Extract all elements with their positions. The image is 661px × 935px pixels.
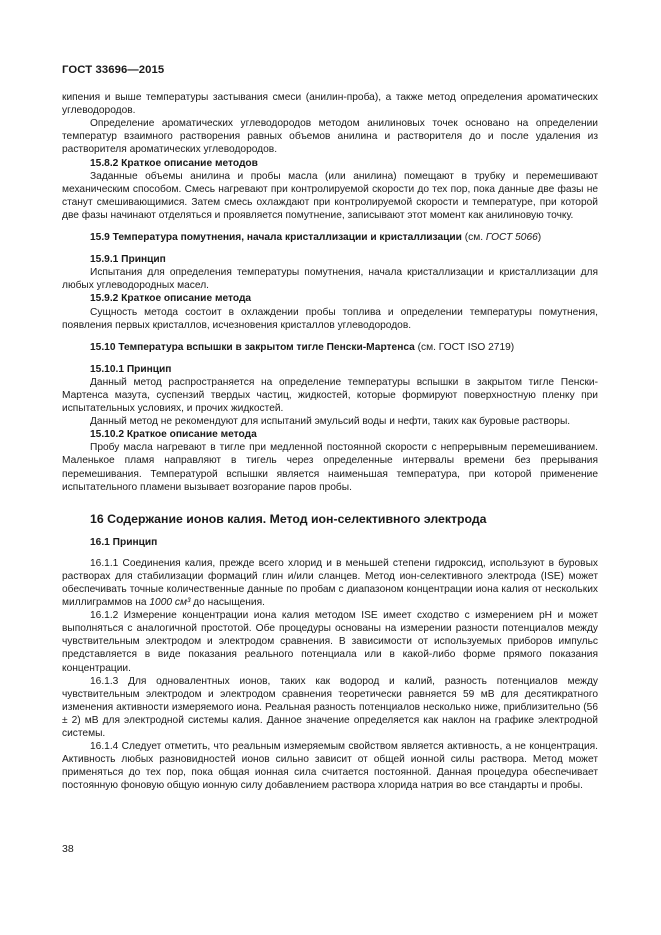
subsection-heading: 15.10.2 Краткое описание метода	[90, 429, 257, 441]
document-page	[62, 64, 598, 793]
unit-text: 1000 см³	[149, 597, 191, 609]
paragraph-16-1-2: 16.1.2 Измерение концентрации иона калия методом ISE имеет сходство с измерением pH и может выполняться с аналогичной простотой. Обе процедуры основаны на измерении разности потенциалов между чувствительным электродом и электродом сравнения. В зависимости от используемых приборов импульс представляется в виде показания реального потенциала или в какой-либо форме прямого показания концентрации.	[62, 610, 598, 674]
paragraph: Данный метод не рекомендуют для испытаний эмульсий воды и нефти, таких как буровые растворы.	[90, 416, 571, 428]
subsection-heading: 15.9.2 Краткое описание метода	[90, 293, 252, 305]
ref-prefix: (см.	[461, 232, 486, 244]
document-header: ГОСТ 33696—2015	[62, 64, 165, 76]
paragraph: Сущность метода состоит в охлаждении пробы топлива и определении температуры помутнения, появления первых кристаллов, исчезновения кристаллов углеводородов.	[62, 306, 598, 331]
subsection-heading: 16.1 Принцип	[90, 536, 158, 548]
paragraph: кипения и выше температуры застывания смеси (анилин-проба), а также метод определения ароматических углеводородов.	[62, 92, 598, 117]
paragraph: Пробу масла нагревают в тигле при медленной постоянной скорости с непрерывным перемешиванием. Маленькое пламя направляют в тигель через определенные интервалы времени без прерывания перемешивания. Температурой вспышки является наименьшая температура, при которой применение испытательного пламени вызывает возгорание паров пробы.	[62, 442, 598, 493]
paragraph-16-1-1	[62, 557, 598, 609]
paragraph-16-1-4: 16.1.4 Следует отметить, что реальным измеряемым свойством является активность, а не концентрация. Активность любых разновидностей ионов сильно зависит от общей ионной силы раствора. Метод может применяться до тех пор, пока общая ионная сила считается постоянной. Данная процедура обеспечивает постоянную фоновую общую ионную силу добавлением раствора хлорида натрия во все стандарты и пробы.	[62, 741, 598, 792]
paragraph-16-1-3: 16.1.3 Для одновалентных ионов, таких как водород и калий, разность потенциалов между чувствительным электродом и электродом сравнения теоретически равняется 59 мВ для десятикратного изменения активности измеряемого иона. Реальная разность потенциалов несколько ниже, приблизительно (56 ± 2) мВ для электродной системы калия. Данное значение определяется как наклон на графике электродной системы.	[62, 675, 598, 740]
page-number: 38	[62, 843, 74, 855]
section-heading-15-9	[62, 231, 598, 244]
section-heading-15-10	[62, 341, 598, 354]
section-title: 15.10 Температура вспышки в закрытом тигле Пенски-Мартенса	[90, 341, 415, 353]
paragraph: Заданные объемы анилина и пробы масла (или анилина) помещают в трубку и перемешивают механическим способом. Смесь нагревают при контролируемой скорости до тех пор, пока данные две фазы не станут смешивающимися. Затем смесь охлаждают при контролируемой скорости и температуре, при которой две фазы начинают отделяться и проявляется помутнение, записывают этот момент как анилиновую точку.	[62, 170, 598, 221]
standard-reference: (см. ГОСТ ISO 2719)	[414, 341, 515, 353]
chapter-heading-16: 16 Содержание ионов калия. Метод ион-селективного электрода	[90, 511, 487, 526]
subsection-heading: 15.9.1 Принцип	[90, 254, 166, 266]
paragraph: Данный метод распространяется на определение температуры вспышки в закрытом тигле Пенски-Мартенса мазута, суспензий твердых частиц, жидкостей, которые формируют поверхностную пленку при испытательных условиях, и прочих жидкостей.	[62, 376, 598, 415]
text-run: до насыщения.	[190, 597, 265, 609]
standard-reference: ГОСТ 5066	[485, 232, 538, 244]
paragraph: Определение ароматических углеводородов методом анилиновых точек основано на определении температур взаимного растворения равных объемов анилина и растворителя до и после удаления из растворителя ароматических углеводородов.	[62, 118, 598, 156]
subsection-heading: 15.10.1 Принцип	[90, 363, 172, 375]
subsection-heading: 15.8.2 Краткое описание методов	[90, 157, 258, 169]
ref-suffix: )	[537, 232, 542, 244]
section-title: 15.9 Температура помутнения, начала кристаллизации и кристаллизации	[90, 232, 462, 244]
paragraph: Испытания для определения температуры помутнения, начала кристаллизации и кристаллизации для любых углеводородных масел.	[62, 267, 598, 292]
text-run: 16.1.1 Соединения калия, прежде всего хлорид и в меньшей степени гидроксид, используют в буровых растворах для стабилизации формаций глин и/или сланцев. Метод ион-селективного электрода (ISE) может обеспечивать точные количественные данные по пробам с диапазоном концентрации иона калия от нескольких миллиграммов на	[62, 557, 598, 609]
